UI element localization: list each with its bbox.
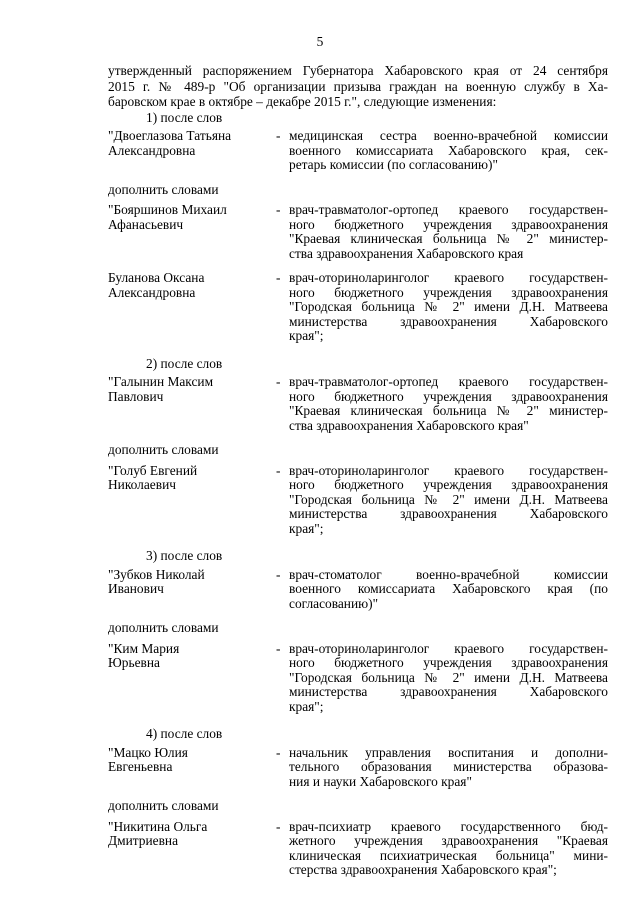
person-name-line: "Ким Мария [108, 640, 180, 656]
amendment-section [108, 110, 608, 344]
person-name-line: Буланова Оксана [108, 270, 205, 285]
existing-entry [108, 746, 608, 790]
dash-separator: - [276, 374, 281, 389]
person-name [108, 568, 276, 597]
amendment-section [108, 548, 608, 714]
added-entry [108, 820, 608, 878]
position-description [289, 746, 608, 790]
description-line: "Краевая клиническая больница № 2" министер- [289, 231, 608, 246]
existing-entry [108, 129, 608, 173]
person-name-line: "Мацко Юлия [108, 744, 188, 760]
description-line: "Городская больница № 2" имени Д.Н. Матвеева [289, 299, 608, 314]
page-number: 5 [316, 34, 324, 49]
person-name [108, 129, 276, 158]
existing-entry [108, 375, 608, 433]
description-line: ного бюджетного учреждения здравоохранения [289, 284, 608, 300]
added-entry [108, 271, 608, 344]
document-body [108, 63, 608, 878]
description-line: министерства здравоохранения Хабаровского [289, 684, 608, 699]
dash-separator: - [276, 202, 281, 217]
intro-paragraph [108, 63, 608, 110]
person-name-line: Дмитриевна [108, 833, 179, 848]
description-line: ного бюджетного учреждения здравоохранения [289, 477, 608, 492]
description-line: клиническая психиатрическая больница" мини- [289, 847, 608, 863]
person-name-line: Павлович [108, 388, 164, 404]
position-description [289, 203, 608, 261]
description-line: начальник управления воспитания и дополни- [289, 744, 608, 760]
add-words-label: дополнить словами [108, 620, 219, 635]
description-line: врач-оториноларинголог краевого государствен- [289, 270, 608, 285]
person-name [108, 746, 276, 775]
dash-separator: - [276, 566, 281, 582]
dash-separator: - [276, 128, 281, 143]
section-label: 1) после слов [146, 109, 223, 125]
add-words-label: дополнить словами [108, 798, 219, 813]
added-entry [108, 203, 608, 261]
description-line: врач-стоматолог военно-врачебной комиссии [289, 566, 608, 582]
dash-separator: - [276, 640, 281, 656]
added-entry [108, 464, 608, 537]
description-line: врач-психиатр краевого государственного бюд- [289, 818, 608, 834]
person-name-line: Николаевич [108, 477, 176, 492]
description-line: врач-оториноларинголог краевого государствен- [289, 640, 608, 656]
dash-separator: - [276, 462, 281, 478]
added-entry [108, 642, 608, 715]
person-name-line: Иванович [108, 581, 164, 596]
dash-separator: - [276, 818, 281, 834]
person-name-line: "Голуб Евгений [108, 462, 198, 478]
description-line: министерства здравоохранения Хабаровского [289, 506, 608, 521]
add-words-label: дополнить словами [108, 442, 219, 457]
position-description [289, 820, 608, 878]
dash-separator: - [276, 744, 281, 760]
person-name-line: Евгеньевна [108, 759, 173, 774]
person-name [108, 820, 276, 849]
description-line: края"; [289, 520, 324, 536]
description-line: края"; [289, 698, 324, 714]
description-line: ства здравоохранения Хабаровского края" [289, 417, 529, 433]
position-description [289, 129, 608, 173]
amendment-section [108, 726, 608, 878]
section-label: 4) после слов [146, 726, 223, 741]
description-line: ного бюджетного учреждения здравоохранения [289, 388, 608, 404]
person-name [108, 203, 276, 232]
position-description [289, 642, 608, 715]
person-name-line: Александровна [108, 142, 196, 158]
person-name-line: Юрьевна [108, 655, 160, 670]
intro-line: 2015 г. № 489-р "Об организации призыва граждан на военную службу в Ха- [108, 78, 608, 94]
description-line: врач-травматолог-ортопед краевого государствен- [289, 374, 608, 389]
description-line: ретарь комиссии (по согласованию)" [289, 157, 498, 172]
description-line: военного комиссариата Хабаровского края (по [289, 581, 608, 596]
description-line: "Краевая клиническая больница № 2" министер- [289, 403, 608, 418]
amendment-section [108, 356, 608, 537]
description-line: ния и науки Хабаровского края" [289, 773, 472, 789]
intro-line: баровском крае в октябре – декабре 2015 г.", следующие изменения: [108, 94, 497, 109]
person-name-line: "Галынин Максим [108, 374, 214, 389]
description-line: жетного учреждения здравоохранения "Краевая [289, 833, 608, 848]
person-name-line: "Бояршинов Михаил [108, 202, 227, 217]
description-line: согласованию)" [289, 595, 379, 611]
amendments-list [108, 110, 608, 878]
position-description [289, 464, 608, 537]
add-words-label: дополнить словами [108, 181, 219, 197]
intro-line: утвержденный распоряжением Губернатора Хабаровского края от 24 сентября [108, 63, 608, 78]
description-line: ного бюджетного учреждения здравоохранения [289, 655, 608, 670]
person-name [108, 642, 276, 671]
person-name-line: "Двоеглазова Татьяна [108, 128, 232, 143]
position-description [289, 271, 608, 344]
person-name-line: "Зубков Николай [108, 566, 205, 582]
person-name-line: Александровна [108, 284, 196, 300]
description-line: "Городская больница № 2" имени Д.Н. Матвеева [289, 669, 608, 685]
description-line: ного бюджетного учреждения здравоохранения [289, 216, 608, 232]
description-line: стерства здравоохранения Хабаровского края"; [289, 862, 557, 877]
description-line: министерства здравоохранения Хабаровского [289, 313, 608, 329]
description-line: ства здравоохранения Хабаровского края [289, 245, 524, 261]
description-line: тельного образования министерства образова- [289, 759, 608, 774]
person-name [108, 271, 276, 300]
person-name-line: Афанасьевич [108, 216, 184, 232]
dash-separator: - [276, 270, 281, 285]
description-line: медицинская сестра военно-врачебной комиссии [289, 128, 608, 143]
existing-entry [108, 568, 608, 612]
person-name-line: "Никитина Ольга [108, 818, 208, 834]
section-label: 2) после слов [146, 355, 223, 371]
section-label: 3) после слов [146, 548, 223, 563]
person-name [108, 375, 276, 404]
description-line: военного комиссариата Хабаровского края, сек- [289, 142, 608, 158]
description-line: края"; [289, 328, 324, 343]
person-name [108, 464, 276, 493]
position-description [289, 375, 608, 433]
description-line: "Городская больница № 2" имени Д.Н. Матвеева [289, 491, 608, 507]
description-line: врач-оториноларинголог краевого государствен- [289, 462, 608, 478]
position-description [289, 568, 608, 612]
description-line: врач-травматолог-ортопед краевого государствен- [289, 202, 608, 217]
